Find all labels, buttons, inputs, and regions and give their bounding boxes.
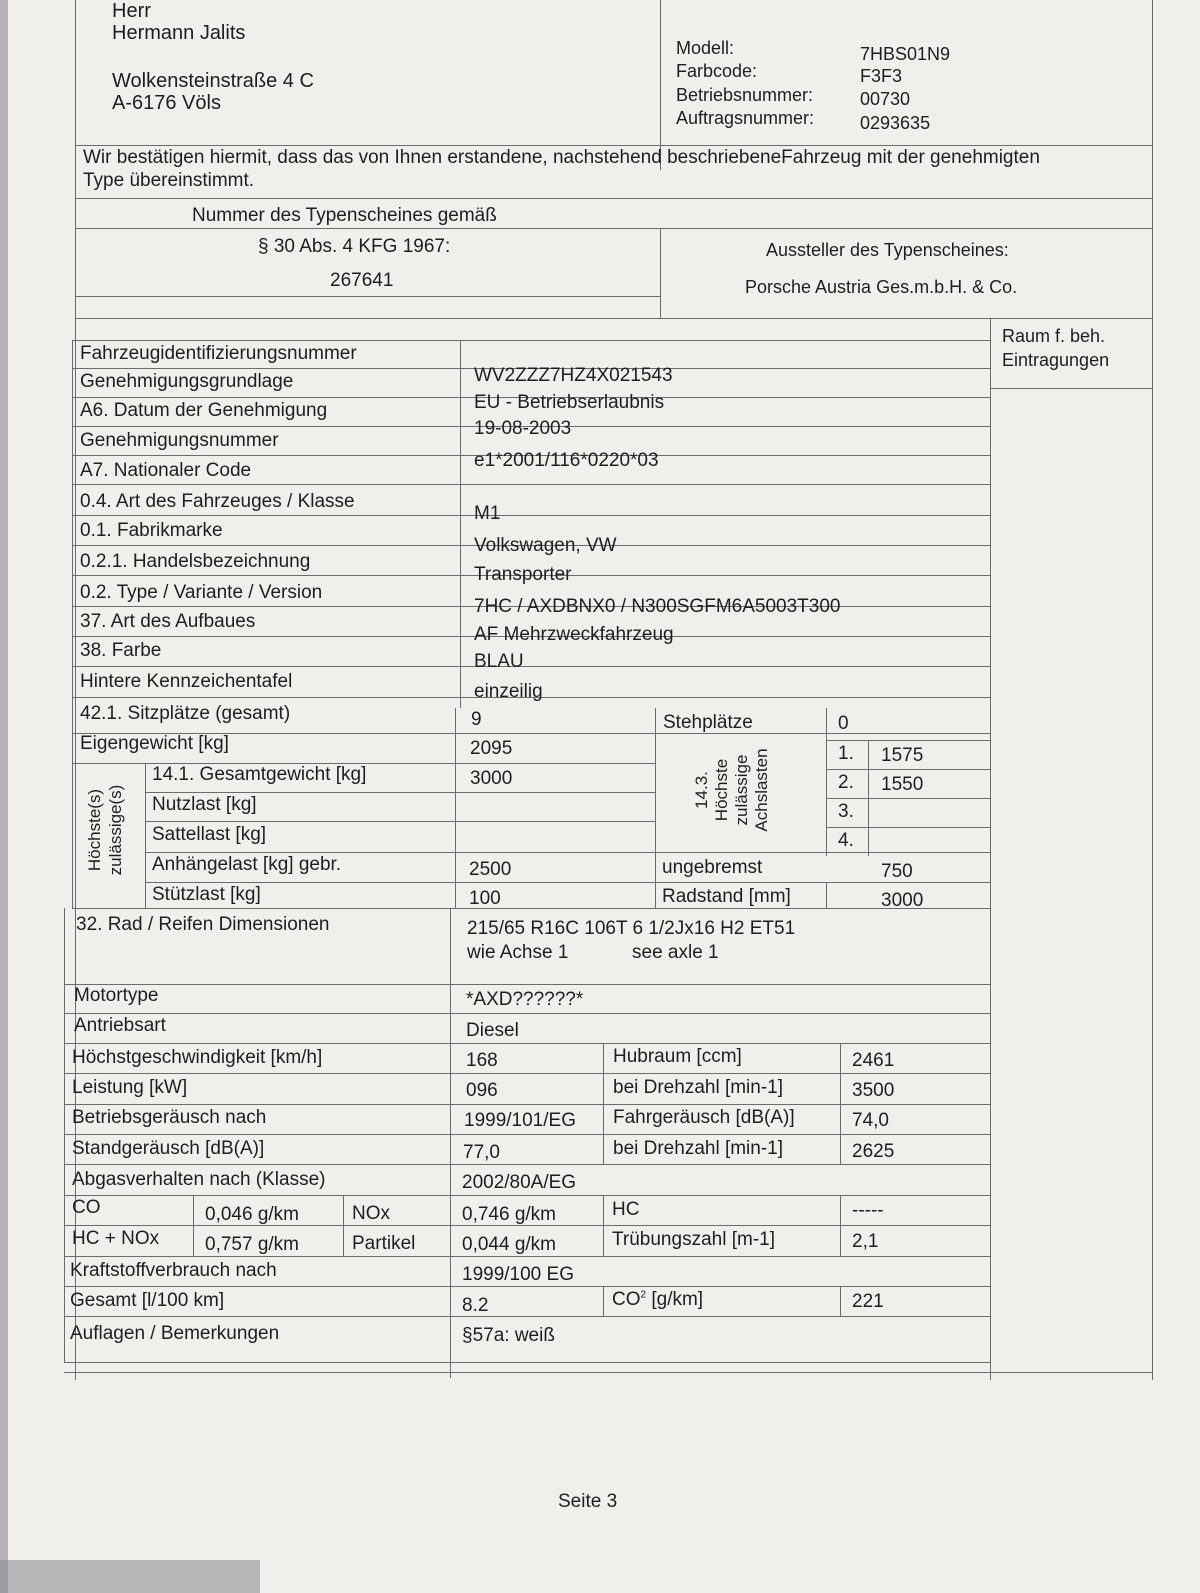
fuel-total-label: Gesamt [l/100 km]	[70, 1290, 225, 1311]
row-label: A7. Nationaler Code	[80, 460, 252, 481]
standing-label: Stehplätze	[663, 712, 753, 733]
rpm2-label: bei Drehzahl [min-1]	[613, 1138, 784, 1159]
row-value: einzeilig	[474, 681, 543, 702]
max-row-label: Sattellast [kg]	[152, 824, 267, 845]
typenschein-issuer-label: Aussteller des Typenscheines:	[766, 240, 1009, 260]
hc-label: HC	[612, 1199, 640, 1220]
side-note: Raum f. beh.	[1002, 326, 1106, 346]
info-value: 00730	[860, 89, 911, 109]
nox-label: NOx	[352, 1203, 390, 1224]
typenschein-label: § 30 Abs. 4 KFG 1967:	[258, 236, 451, 257]
engine-type-label: Motortype	[74, 985, 159, 1006]
axle-value: 1550	[881, 774, 924, 795]
co-value: 0,046 g/km	[205, 1204, 299, 1225]
axle-vertical-label: Höchste	[712, 758, 731, 822]
seats-label: 42.1. Sitzplätze (gesamt)	[80, 703, 291, 724]
row-label: 0.1. Fabrikmarke	[80, 520, 223, 541]
max-row-value: 3000	[470, 768, 513, 789]
max-row-label: Stützlast [kg]	[152, 884, 261, 905]
max-row-value: 100	[469, 888, 501, 909]
row-value: Volkswagen, VW	[474, 535, 617, 556]
row-label: 0.4. Art des Fahrzeuges / Klasse	[80, 491, 355, 512]
pm-label: Partikel	[352, 1233, 416, 1254]
info-value: 0293635	[860, 113, 931, 133]
row-label: Hintere Kennzeichentafel	[80, 671, 293, 692]
row-value: M1	[474, 503, 501, 524]
axle-vertical-label: 14.3.	[692, 771, 711, 809]
tires-line: see axle 1	[632, 942, 719, 963]
side-note: Eintragungen	[1002, 350, 1110, 370]
typenschein-label: Nummer des Typenscheines gemäß	[192, 205, 497, 226]
wheelbase-label: Radstand [mm]	[662, 886, 791, 907]
wheelbase-value: 3000	[881, 890, 924, 911]
typenschein-number: 267641	[330, 270, 394, 291]
axle-num: 1.	[838, 743, 854, 764]
unbraked-label: ungebremst	[662, 857, 763, 878]
noise-label: Betriebsgeräusch nach	[72, 1107, 267, 1128]
tires-label: 32. Rad / Reifen Dimensionen	[76, 914, 330, 935]
rpm2-value: 2625	[852, 1141, 895, 1162]
fuel-total-value: 8.2	[462, 1295, 489, 1316]
power-value: 096	[466, 1080, 498, 1101]
row-label: Genehmigungsnummer	[80, 430, 279, 451]
drive-value: Diesel	[466, 1020, 519, 1041]
speed-label: Höchstgeschwindigkeit [km/h]	[72, 1047, 323, 1068]
row-value: 19-08-2003	[474, 418, 572, 439]
stand-noise-label: Standgeräusch [dB(A)]	[72, 1138, 265, 1159]
page-edge-bottom	[0, 1560, 260, 1593]
tires-line: 215/65 R16C 106T 6 1/2Jx16 H2 ET51	[467, 918, 796, 939]
axle-value: 1575	[881, 745, 924, 766]
row-label: 37. Art des Aufbaues	[80, 611, 256, 632]
page-number: Seite 3	[558, 1491, 618, 1512]
row-label: Fahrzeugidentifizierungsnummer	[80, 343, 357, 364]
rpm-value: 3500	[852, 1080, 895, 1101]
emission-class-value: 2002/80A/EG	[462, 1172, 577, 1193]
remarks-label: Auflagen / Bemerkungen	[70, 1323, 280, 1344]
standing-value: 0	[838, 713, 849, 734]
row-label: 38. Farbe	[80, 640, 162, 661]
row-label: Genehmigungsgrundlage	[80, 371, 294, 392]
displacement-label: Hubraum [ccm]	[613, 1046, 742, 1067]
info-label: Auftragsnummer:	[676, 108, 815, 128]
row-value: AF Mehrzweckfahrzeug	[474, 624, 674, 645]
max-vertical-label: zulässige(s)	[106, 784, 125, 876]
confirmation-line: Type übereinstimmt.	[83, 170, 255, 191]
co2-value: 221	[852, 1291, 884, 1312]
info-label: Modell:	[676, 38, 735, 58]
row-value: e1*2001/116*0220*03	[474, 450, 659, 471]
info-label: Betriebsnummer:	[676, 85, 814, 105]
hc-value: -----	[852, 1200, 884, 1221]
row-value: EU - Betriebserlaubnis	[474, 392, 665, 413]
emission-class-label: Abgasverhalten nach (Klasse)	[72, 1169, 326, 1190]
nox-value: 0,746 g/km	[462, 1204, 556, 1225]
max-vertical-label: Höchste(s)	[85, 788, 104, 872]
co2-label: $CO^2$ [g/km]	[612, 1289, 704, 1310]
customer-city: A-6176 Völs	[112, 92, 221, 114]
power-label: Leistung [kW]	[72, 1077, 188, 1098]
seats-value: 9	[471, 709, 482, 730]
row-value: Transporter	[474, 564, 572, 585]
opacity-label: Trübungszahl [m-1]	[612, 1229, 775, 1250]
hcnox-value: 0,757 g/km	[205, 1234, 299, 1255]
fuel-label: Kraftstoffverbrauch nach	[70, 1260, 277, 1281]
salutation: Herr	[112, 0, 151, 22]
noise-value: 1999/101/EG	[464, 1110, 576, 1131]
weight-value: 2095	[470, 738, 513, 759]
drive-label: Antriebsart	[74, 1015, 166, 1036]
displacement-value: 2461	[852, 1050, 895, 1071]
customer-name: Hermann Jalits	[112, 22, 246, 44]
fuel-value: 1999/100 EG	[462, 1264, 574, 1285]
customer-street: Wolkensteinstraße 4 C	[112, 70, 314, 92]
max-row-value: 2500	[469, 859, 512, 880]
row-label: 0.2. Type / Variante / Version	[80, 582, 323, 603]
info-value: 7HBS01N9	[860, 44, 951, 64]
axle-vertical-label: Achslasten	[752, 748, 771, 832]
co-label: CO	[72, 1197, 101, 1218]
remarks-value: §57a: weiß	[462, 1325, 555, 1346]
axle-num: 2.	[838, 772, 854, 793]
speed-value: 168	[466, 1050, 498, 1071]
weight-label: Eigengewicht [kg]	[80, 733, 229, 754]
row-value: WV2ZZZ7HZ4X021543	[474, 365, 673, 386]
drive-noise-label: Fahrgeräusch [dB(A)]	[613, 1107, 795, 1128]
info-label: Farbcode:	[676, 61, 758, 81]
axle-num: 3.	[838, 801, 854, 822]
opacity-value: 2,1	[852, 1231, 879, 1252]
max-row-label: Anhängelast [kg] gebr.	[152, 854, 342, 875]
typenschein-issuer: Porsche Austria Ges.m.b.H. & Co.	[745, 277, 1018, 297]
confirmation-line: Wir bestätigen hiermit, dass das von Ihnen erstandene, nachstehend beschriebeneFahrzeug mit der genehmigten	[83, 147, 1040, 168]
info-value: F3F3	[860, 66, 903, 86]
axle-num: 4.	[838, 830, 854, 851]
rpm-label: bei Drehzahl [min-1]	[613, 1077, 784, 1098]
max-row-label: Nutzlast [kg]	[152, 794, 257, 815]
engine-type-value: *AXD??????*	[466, 989, 584, 1010]
drive-noise-value: 74,0	[852, 1110, 889, 1131]
max-row-label: 14.1. Gesamtgewicht [kg]	[152, 764, 367, 785]
hcnox-label: HC + NOx	[72, 1228, 160, 1249]
row-label: 0.2.1. Handelsbezeichnung	[80, 551, 311, 572]
row-value: BLAU	[474, 651, 524, 672]
axle-vertical-label: zulässige	[732, 754, 751, 826]
stand-noise-value: 77,0	[463, 1142, 500, 1163]
page-edge	[0, 0, 8, 1593]
tires-line: wie Achse 1	[467, 942, 569, 963]
row-value: 7HC / AXDBNX0 / N300SGFM6A5003T300	[474, 596, 841, 617]
unbraked-value: 750	[881, 861, 913, 882]
row-label: A6. Datum der Genehmigung	[80, 400, 328, 421]
pm-value: 0,044 g/km	[462, 1234, 556, 1255]
